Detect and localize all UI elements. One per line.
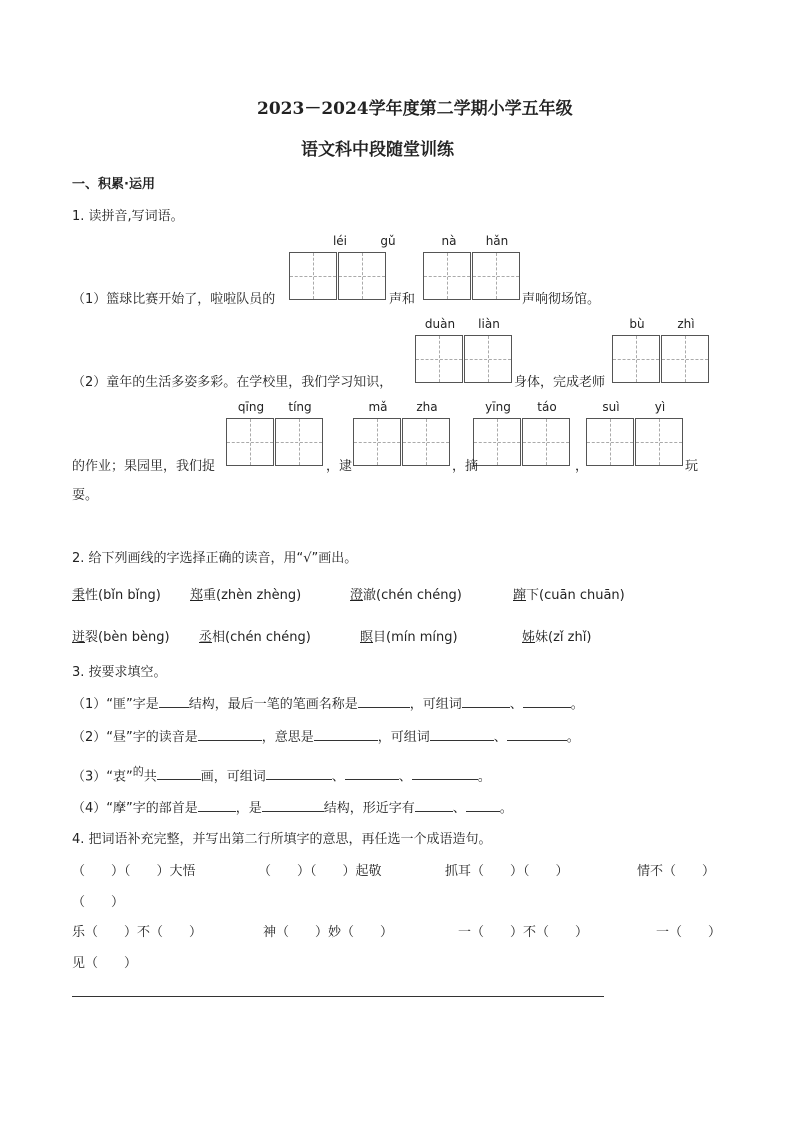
idiom: （ ）（ ）大悟 [72,864,196,879]
pinyin: yīng [485,400,511,414]
reading-options[interactable]: (mín míng) [386,630,458,645]
q1-row2-prefix: （2）童年的生活多姿多彩。在学校里，我们学习知识， [72,375,393,390]
title-line-1: 2023－2024学年度第二学期小学五年级 [257,99,573,119]
writing-box[interactable] [415,335,463,383]
idiom-wrap: 见（ ） [72,956,138,971]
text: 、 [493,730,507,745]
char: 裂 [85,630,99,645]
blank[interactable] [157,767,201,780]
q2-item [190,584,301,603]
pinyin: táo [537,400,557,414]
writing-box[interactable] [522,418,570,466]
pinyin: liàn [478,317,500,331]
char: 重 [203,588,217,603]
q1-row1-suffix: 声响彻场馆。 [522,292,601,307]
underlined-char: 姊 [522,630,536,645]
q1-row3-wrap: 耍。 [72,488,99,503]
blank[interactable] [466,799,500,812]
writing-box[interactable] [353,418,401,466]
idiom: （ ）（ ）起敬 [258,864,382,879]
q1-row1-prefix: （1）篮球比赛开始了，啦啦队员的 [72,292,276,307]
text: 、 [452,801,466,816]
text: 的 [132,765,144,778]
q2-item [522,626,591,645]
writing-box[interactable] [338,252,386,300]
reading-options[interactable]: (zhèn zhèng) [216,588,302,603]
writing-box[interactable] [464,335,512,383]
q2-heading: 2. 给下列画线的字选择正确的读音，用“√”画出。 [72,551,358,566]
char: 性 [85,588,99,603]
text: 共 [143,769,157,785]
blank[interactable] [430,728,494,741]
idiom: 神（ ）妙（ ） [263,925,394,940]
text: 、 [398,769,412,785]
pinyin: nà [441,234,457,248]
text: 、 [331,769,345,785]
pinyin: zhì [677,317,695,331]
reading-options[interactable]: (bèn bèng) [98,630,170,645]
q2-item [360,626,458,645]
q3-heading: 3. 按要求填空。 [72,665,167,680]
blank[interactable] [415,799,453,812]
reading-options[interactable]: (chén chéng) [376,588,462,603]
q4-heading: 4. 把词语补充完整，并写出第二行所填字的意思，再任选一个成语造句。 [72,832,492,847]
text: 。 [499,801,513,816]
reading-options[interactable]: (cuān chuān) [539,588,625,603]
q1-row3-sep: ，摘 [452,459,479,474]
answer-line[interactable] [72,996,604,997]
idiom: 情不（ ） [637,864,716,879]
blank[interactable] [314,728,378,741]
pinyin: qīng [237,400,265,414]
blank[interactable] [266,767,332,780]
text: 、 [509,697,523,712]
q3-line-2 [72,726,580,745]
blank[interactable] [412,767,478,780]
reading-options[interactable]: (bǐn bǐng) [98,588,161,603]
text: ，是 [235,801,262,816]
pinyin: tíng [288,400,312,414]
char: 下 [526,588,540,603]
underlined-char: 郑 [190,588,204,603]
reading-options[interactable]: (chén chéng) [225,630,311,645]
q3-line-3 [72,763,491,784]
text: 。 [566,730,580,745]
q3-line-4 [72,797,513,816]
text: 。 [570,697,584,712]
blank[interactable] [523,695,571,708]
pinyin: bù [629,317,645,331]
underlined-char: 瞑 [360,630,374,645]
q1-row3-prefix: 的作业；果园里，我们捉 [72,459,216,474]
q1-row1-mid: 声和 [389,292,416,307]
q1-row2-mid: 身体，完成老师 [514,375,606,390]
text: ，意思是 [261,730,314,745]
pinyin: duàn [424,317,456,331]
idiom: 一（ ） [656,925,722,940]
text: 。 [477,769,491,785]
writing-box[interactable] [612,335,660,383]
text: （3）“衷” [72,769,133,785]
writing-box[interactable] [472,252,520,300]
underlined-char: 蹿 [513,588,527,603]
blank[interactable] [159,695,189,708]
text: （4）“摩”字的部首是 [72,801,198,816]
q1-row3-sep: 玩 [685,459,699,474]
pinyin: léi [332,234,348,248]
idiom: 乐（ ）不（ ） [72,925,203,940]
underlined-char: 澄 [350,588,364,603]
blank[interactable] [507,728,567,741]
char: 妹 [535,630,549,645]
text: 画，可组词 [200,769,266,785]
blank[interactable] [358,695,410,708]
underlined-char: 丞 [199,630,213,645]
reading-options[interactable]: (zǐ zhǐ) [548,630,592,645]
text: 结构，最后一笔的笔画名称是 [188,697,358,712]
writing-box[interactable] [635,418,683,466]
char: 澈 [363,588,377,603]
idiom: 抓耳（ ）（ ） [445,864,569,879]
writing-box[interactable] [661,335,709,383]
idiom: 一（ ）不（ ） [458,925,589,940]
writing-box[interactable] [226,418,274,466]
blank[interactable] [345,767,399,780]
q1-row3-sep: ， [575,459,589,474]
char: 相 [212,630,226,645]
q2-item [199,626,311,645]
pinyin: gǔ [380,234,396,248]
section-heading: 一、积累·运用 [72,177,155,192]
underlined-char: 迸 [72,630,86,645]
q2-item [72,584,161,603]
text: ，可组词 [377,730,430,745]
idiom-wrap: （ ） [72,895,125,910]
q2-item [513,584,625,603]
q2-item [72,626,170,645]
q2-item [350,584,462,603]
blank[interactable] [198,799,236,812]
text: （1）“匪”字是 [72,697,159,712]
pinyin: hǎn [485,234,509,248]
q3-line-1 [72,693,584,712]
text: （2）“昼”字的读音是 [72,730,198,745]
writing-box[interactable] [275,418,323,466]
writing-box[interactable] [586,418,634,466]
blank[interactable] [262,799,324,812]
writing-box[interactable] [289,252,337,300]
blank[interactable] [198,728,262,741]
pinyin: yì [654,400,666,414]
text: ，可组词 [409,697,462,712]
writing-box[interactable] [402,418,450,466]
blank[interactable] [462,695,510,708]
char: 目 [373,630,387,645]
pinyin: mǎ [368,400,388,414]
writing-box[interactable] [473,418,521,466]
q1-row3-sep: ，逮 [326,459,353,474]
text: 结构，形近字有 [323,801,415,816]
q1-heading: 1. 读拼音,写词语。 [72,209,184,224]
pinyin: zha [416,400,438,414]
writing-box[interactable] [423,252,471,300]
pinyin: suì [602,400,620,414]
title-line-2: 语文科中段随堂训练 [301,140,454,160]
underlined-char: 秉 [72,588,86,603]
